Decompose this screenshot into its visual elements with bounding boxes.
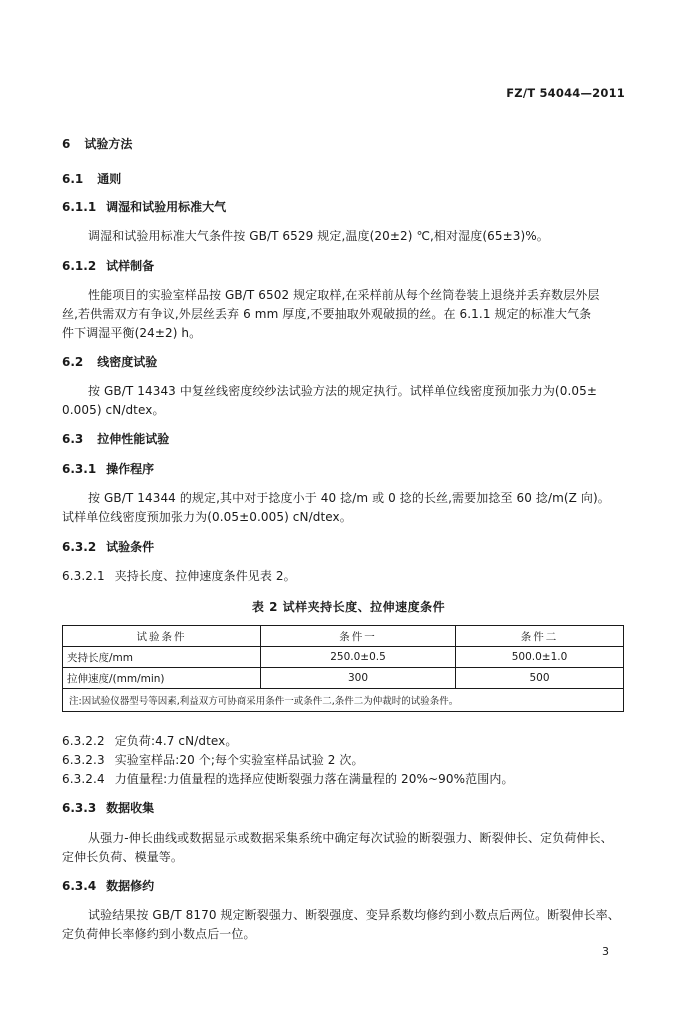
paragraph-6-3-1-line-2: 试样单位线密度预加张力为(0.05±0.005) cN/dtex。 [62,510,352,524]
heading-6-3-3 [62,800,154,816]
section-number: 6 [62,137,71,151]
table-note-row [63,689,624,712]
heading-6-3 [62,431,169,447]
paragraph-6-1-2-line-2: 丝,若供需双方有争议,外层丝丢弃 6 mm 厚度,不要抽取外观破损的丝。在 6.1.1 规定的标准大气条 [62,307,592,321]
section-number: 6.1.2 [62,259,97,273]
section-number: 6.1.1 [62,200,97,214]
table-cell: 500.0±1.0 [456,647,624,668]
table-row [63,668,624,689]
section-title: 试样制备 [106,259,155,273]
clause-text: 夹持长度、拉伸速度条件见表 2。 [114,569,296,583]
section-number: 6.3.2 [62,540,97,554]
clause-number: 6.3.2.3 [62,753,105,767]
section-title: 数据收集 [106,801,155,815]
section-title: 线密度试验 [97,355,158,369]
heading-6-3-2 [62,539,154,555]
heading-6-1-2 [62,258,154,274]
clause-number: 6.3.2.4 [62,772,105,786]
clause-6-3-2-1 [62,568,296,584]
paragraph-6-1-2-line-1: 性能项目的实验室样品按 GB/T 6502 规定取样,在采样前从每个丝筒卷装上退绕并丢弃数层外层 [88,288,600,302]
paragraph-6-3-4-line-1: 试验结果按 GB/T 8170 规定断裂强力、断裂强度、变异系数均修约到小数点后两位。断裂伸长率、 [88,908,620,922]
heading-6-3-4 [62,878,154,894]
clause-text: 定负荷:4.7 cN/dtex。 [114,734,238,748]
table-cell: 500 [456,668,624,689]
clause-text: 力值量程:力值量程的选择应使断裂强力落在满量程的 20%~90%范围内。 [114,772,514,786]
section-number: 6.2 [62,355,84,369]
heading-6-3-1 [62,461,154,477]
section-number: 6.3.4 [62,879,97,893]
section-title: 数据修约 [106,879,155,893]
heading-6-1-1 [62,199,226,215]
section-number: 6.3 [62,432,84,446]
section-title: 调湿和试验用标准大气 [106,200,227,214]
table-row [63,647,624,668]
table-caption: 表 2 试样夹持长度、拉伸速度条件 [251,600,446,614]
paragraph-6-1-1: 调湿和试验用标准大气条件按 GB/T 6529 规定,温度(20±2) ℃,相对湿度(65±3)%。 [88,229,549,243]
table-header-cell: 试验条件 [63,626,261,647]
heading-6-1 [62,171,121,187]
table-cell: 300 [261,668,456,689]
page-number: 3 [602,945,609,958]
clause-6-3-2-3 [62,752,364,768]
section-number: 6.1 [62,172,84,186]
standard-code: FZ/T 54044—2011 [506,86,625,100]
table-header-cell: 条件一 [261,626,456,647]
table-2 [62,625,624,712]
section-title: 通则 [97,172,122,186]
section-title: 试验方法 [84,137,133,151]
heading-6 [62,136,132,152]
table-header-cell: 条件二 [456,626,624,647]
table-header-row [63,626,624,647]
paragraph-6-3-3-line-1: 从强力-伸长曲线或数据显示或数据采集系统中确定每次试验的断裂强力、断裂伸长、定负荷伸长、 [88,831,613,845]
table-cell: 夹持长度/mm [63,647,261,668]
paragraph-6-2-line-1: 按 GB/T 14343 中复丝线密度绞纱法试验方法的规定执行。试样单位线密度预加张力为(0.05± [88,384,597,398]
table-note: 注:因试验仪器型号等因素,利益双方可协商采用条件一或条件二,条件二为仲裁时的试验条件。 [63,689,624,712]
paragraph-6-1-2-line-3: 件下调湿平衡(24±2) h。 [62,326,202,340]
clause-6-3-2-4 [62,771,514,787]
section-number: 6.3.3 [62,801,97,815]
clause-number: 6.3.2.1 [62,569,105,583]
paragraph-6-2-line-2: 0.005) cN/dtex。 [62,403,165,417]
paragraph-6-3-1-line-1: 按 GB/T 14344 的规定,其中对于捻度小于 40 捻/m 或 0 捻的长丝,需要加捻至 60 捻/m(Z 向)。 [88,491,610,505]
section-number: 6.3.1 [62,462,97,476]
heading-6-2 [62,354,157,370]
section-title: 试验条件 [106,540,155,554]
section-title: 拉伸性能试验 [97,432,170,446]
clause-6-3-2-2 [62,733,237,749]
paragraph-6-3-3-line-2: 定伸长负荷、模量等。 [62,850,184,864]
paragraph-6-3-4-line-2: 定负荷伸长率修约到小数点后一位。 [62,927,256,941]
table-cell: 拉伸速度/(mm/min) [63,668,261,689]
section-title: 操作程序 [106,462,155,476]
clause-number: 6.3.2.2 [62,734,105,748]
table-cell: 250.0±0.5 [261,647,456,668]
clause-text: 实验室样品:20 个;每个实验室样品试验 2 次。 [114,753,364,767]
